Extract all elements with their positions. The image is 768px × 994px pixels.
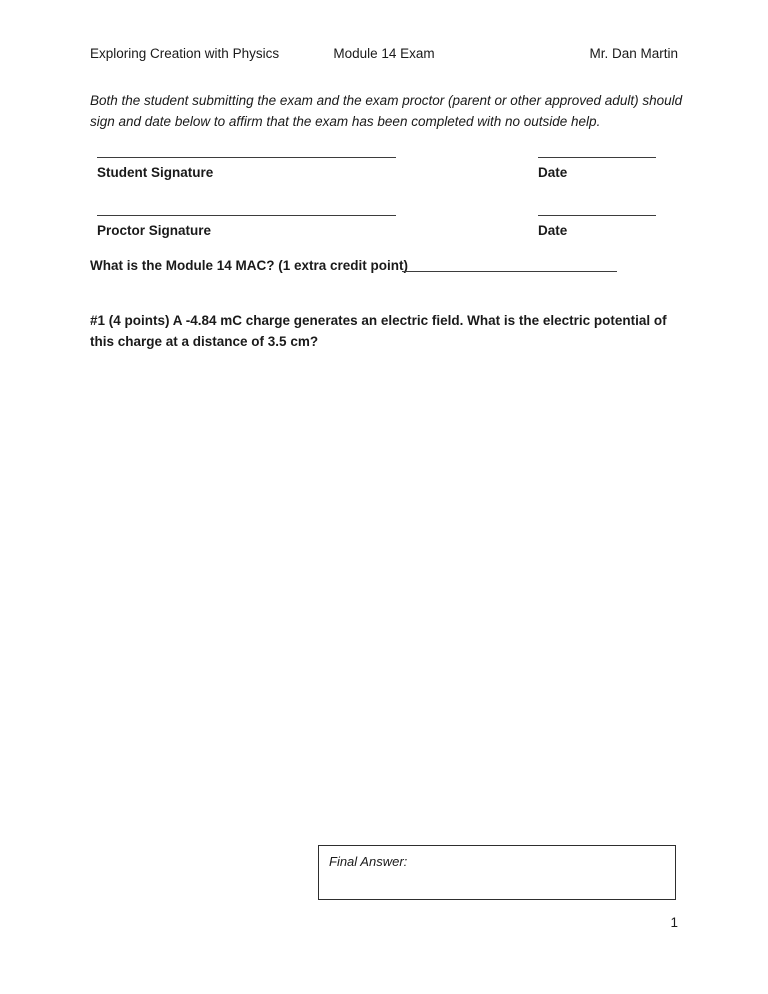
final-answer-label: Final Answer: — [329, 854, 408, 869]
student-date-label: Date — [538, 165, 568, 180]
affirmation-text: Both the student submitting the exam and the exam proctor (parent or other approved adult) should sign and date below to affirm that the exam has been completed with no outside help. — [90, 93, 683, 129]
proctor-date-label: Date — [538, 223, 568, 238]
header-teacher-name: Mr. Dan Martin — [589, 46, 678, 61]
final-answer-box[interactable] — [318, 845, 676, 900]
proctor-date-line[interactable] — [538, 215, 656, 216]
question-1-text: #1 (4 points) A -4.84 mC charge generates an electric field. What is the electric potential of this charge at a distance of 3.5 cm? — [90, 313, 667, 349]
student-signature-label: Student Signature — [97, 165, 214, 180]
mac-question-text: What is the Module 14 MAC? (1 extra credit point) — [90, 258, 409, 273]
mac-answer-line[interactable] — [402, 271, 617, 272]
student-date-line[interactable] — [538, 157, 656, 158]
page-number: 1 — [670, 915, 678, 930]
proctor-signature-line[interactable] — [97, 215, 396, 216]
student-signature-line[interactable] — [97, 157, 396, 158]
proctor-signature-label: Proctor Signature — [97, 223, 212, 238]
header-course-title: Exploring Creation with Physics — [90, 46, 280, 61]
header-exam-title: Module 14 Exam — [333, 46, 435, 61]
